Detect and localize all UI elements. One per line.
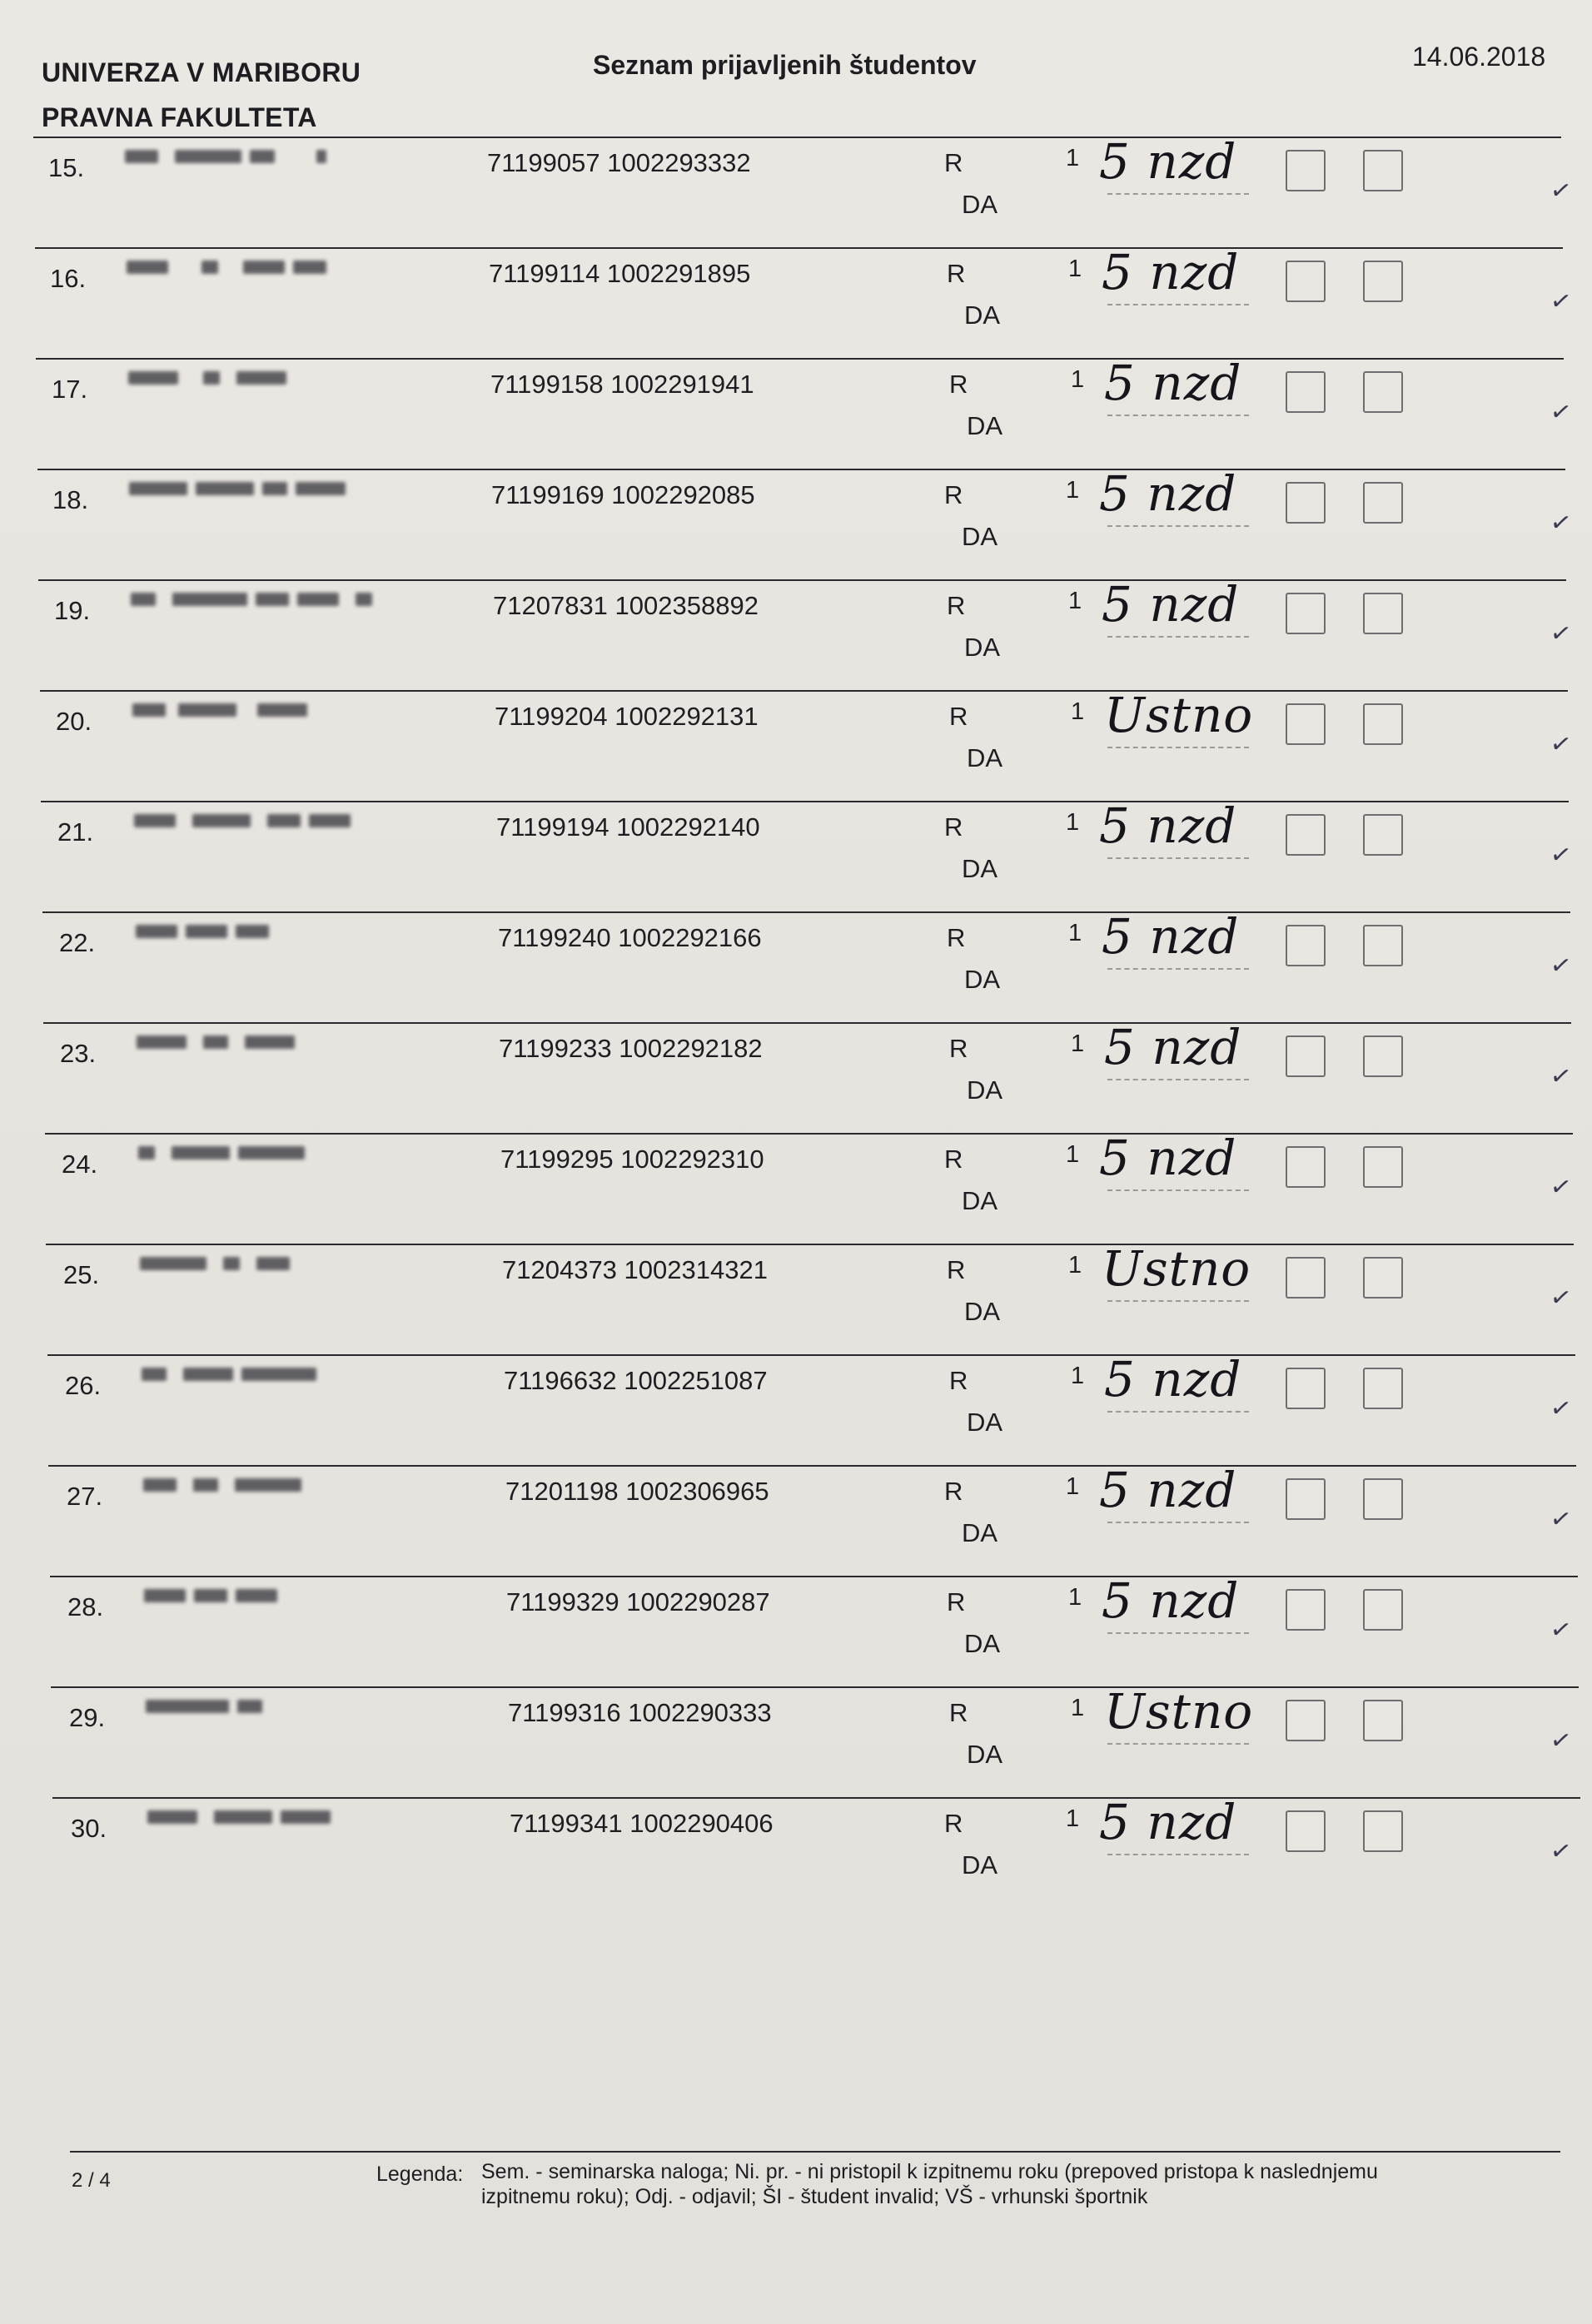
student-ids: 71199240 1002292166	[498, 923, 762, 952]
student-ids: 71199341 1002290406	[510, 1809, 774, 1838]
status-da: DA	[967, 743, 1003, 772]
grade-underline	[1107, 1743, 1249, 1745]
student-ids: 71196632 1002251087	[504, 1366, 768, 1395]
grade-underline	[1107, 1189, 1249, 1191]
student-row	[0, 1351, 1592, 1466]
grade-underline	[1107, 1079, 1249, 1080]
student-ids: 71199329 1002290287	[506, 1587, 770, 1616]
status-da: DA	[964, 633, 1001, 662]
row-number: 27.	[67, 1482, 103, 1511]
student-ids: 71199194 1002292140	[496, 812, 760, 842]
attempt-count: 1	[1066, 1141, 1080, 1168]
grade-underline	[1107, 304, 1249, 305]
checkbox-1[interactable]	[1286, 1478, 1326, 1520]
grade-underline	[1107, 747, 1249, 748]
attempt-count: 1	[1068, 1252, 1082, 1279]
checkbox-1[interactable]	[1286, 482, 1326, 524]
redacted-name	[125, 150, 391, 168]
redacted-name	[143, 1478, 410, 1497]
handwritten-grade: 5 nzd	[1099, 465, 1237, 522]
grade-underline	[1107, 1300, 1249, 1302]
handwritten-grade: Ustno	[1104, 1683, 1254, 1740]
student-ids: 71199295 1002292310	[500, 1145, 764, 1174]
row-number: 21.	[57, 817, 94, 847]
student-ids: 71199316 1002290333	[508, 1698, 772, 1727]
checkbox-2[interactable]	[1363, 1035, 1403, 1077]
student-ids: 71201198 1002306965	[505, 1477, 769, 1506]
redacted-name	[136, 925, 402, 943]
attempt-count: 1	[1066, 1473, 1080, 1500]
checkbox-1[interactable]	[1286, 150, 1326, 191]
checkbox-2[interactable]	[1363, 1478, 1403, 1520]
row-divider	[33, 137, 1561, 138]
check-mark-icon: ✓	[1548, 1061, 1574, 1092]
checkbox-2[interactable]	[1363, 593, 1403, 634]
attempt-count: 1	[1071, 1695, 1085, 1721]
handwritten-grade: 5 nzd	[1102, 908, 1240, 965]
status-da: DA	[962, 522, 998, 551]
attempt-count: 1	[1071, 1030, 1085, 1057]
status-r: R	[947, 591, 966, 620]
faculty-name: PRAVNA FAKULTETA	[42, 102, 317, 132]
grade-underline	[1107, 857, 1249, 859]
checkbox-1[interactable]	[1286, 925, 1326, 966]
handwritten-grade: 5 nzd	[1099, 1794, 1237, 1850]
handwritten-grade: Ustno	[1102, 1240, 1251, 1297]
status-da: DA	[962, 1518, 998, 1547]
checkbox-2[interactable]	[1363, 814, 1403, 856]
row-divider	[51, 1686, 1579, 1688]
student-row	[0, 1572, 1592, 1687]
check-mark-icon: ✓	[1548, 1504, 1574, 1535]
status-r: R	[949, 1698, 968, 1727]
redacted-name	[138, 1146, 405, 1164]
attempt-count: 1	[1071, 1363, 1085, 1389]
row-number: 25.	[63, 1260, 100, 1289]
redacted-name	[128, 371, 395, 390]
status-da: DA	[967, 411, 1003, 440]
checkbox-1[interactable]	[1286, 371, 1326, 413]
checkbox-1[interactable]	[1286, 1035, 1326, 1077]
checkbox-1[interactable]	[1286, 593, 1326, 634]
status-da: DA	[962, 1850, 998, 1880]
student-row	[0, 355, 1592, 469]
row-number: 26.	[65, 1371, 102, 1400]
student-row	[0, 1240, 1592, 1355]
check-mark-icon: ✓	[1548, 397, 1574, 428]
checkbox-1[interactable]	[1286, 703, 1326, 745]
redacted-name	[129, 482, 396, 500]
student-row	[0, 797, 1592, 912]
grade-underline	[1107, 1632, 1249, 1634]
page-number: 2 / 4	[72, 2169, 111, 2192]
grade-underline	[1107, 968, 1249, 970]
student-row	[0, 1462, 1592, 1577]
student-row	[0, 1130, 1592, 1244]
status-r: R	[944, 812, 963, 842]
student-row	[0, 908, 1592, 1023]
row-number: 28.	[67, 1592, 104, 1621]
redacted-name	[132, 703, 399, 722]
status-r: R	[949, 1366, 968, 1395]
status-da: DA	[962, 190, 998, 219]
redacted-name	[140, 1257, 406, 1275]
check-mark-icon: ✓	[1548, 951, 1574, 981]
row-number: 18.	[52, 485, 89, 514]
row-divider	[52, 1797, 1580, 1799]
status-r: R	[949, 370, 968, 399]
status-r: R	[949, 702, 968, 731]
attempt-count: 1	[1068, 1584, 1082, 1611]
check-mark-icon: ✓	[1548, 176, 1574, 206]
handwritten-grade: 5 nzd	[1099, 1130, 1237, 1186]
checkbox-1[interactable]	[1286, 1810, 1326, 1852]
checkbox-1[interactable]	[1286, 1146, 1326, 1188]
check-mark-icon: ✓	[1548, 508, 1574, 539]
status-r: R	[944, 1477, 963, 1506]
checkbox-2[interactable]	[1363, 925, 1403, 966]
redacted-name	[134, 814, 400, 832]
row-divider	[42, 911, 1570, 913]
university-name: UNIVERZA V MARIBORU	[42, 57, 361, 87]
grade-underline	[1107, 1411, 1249, 1413]
status-r: R	[944, 148, 963, 177]
attempt-count: 1	[1068, 256, 1082, 282]
student-ids: 71199233 1002292182	[499, 1034, 763, 1063]
student-row	[0, 244, 1592, 359]
check-mark-icon: ✓	[1548, 286, 1574, 317]
handwritten-grade: 5 nzd	[1102, 244, 1240, 300]
status-r: R	[947, 923, 966, 952]
status-da: DA	[967, 1075, 1003, 1105]
check-mark-icon: ✓	[1548, 1283, 1574, 1313]
status-da: DA	[964, 1297, 1001, 1326]
grade-underline	[1107, 193, 1249, 195]
student-row	[0, 133, 1592, 248]
status-r: R	[949, 1034, 968, 1063]
student-row	[0, 576, 1592, 691]
row-number: 19.	[54, 596, 91, 625]
status-da: DA	[964, 965, 1001, 994]
checkbox-2[interactable]	[1363, 1700, 1403, 1741]
status-da: DA	[962, 1186, 998, 1215]
handwritten-grade: 5 nzd	[1104, 1351, 1242, 1408]
row-divider	[35, 247, 1563, 249]
check-mark-icon: ✓	[1548, 618, 1574, 649]
attempt-count: 1	[1068, 588, 1082, 614]
attempt-count: 1	[1066, 145, 1080, 171]
checkbox-2[interactable]	[1363, 1589, 1403, 1631]
checkbox-2[interactable]	[1363, 1810, 1403, 1852]
checkbox-2[interactable]	[1363, 371, 1403, 413]
handwritten-grade: 5 nzd	[1104, 1019, 1242, 1075]
status-da: DA	[967, 1740, 1003, 1769]
checkbox-1[interactable]	[1286, 1700, 1326, 1741]
student-ids: 71204373 1002314321	[502, 1255, 768, 1284]
attempt-count: 1	[1071, 698, 1085, 725]
handwritten-grade: 5 nzd	[1099, 797, 1237, 854]
row-divider	[43, 1022, 1571, 1024]
check-mark-icon: ✓	[1548, 840, 1574, 871]
status-r: R	[947, 259, 966, 288]
row-number: 22.	[59, 928, 96, 957]
row-number: 30.	[71, 1814, 107, 1843]
redacted-name	[142, 1368, 408, 1386]
grade-underline	[1107, 525, 1249, 527]
student-row	[0, 1683, 1592, 1798]
student-row	[0, 687, 1592, 802]
student-ids: 71199169 1002292085	[491, 480, 755, 509]
redacted-name	[144, 1589, 410, 1607]
status-da: DA	[964, 1629, 1001, 1658]
row-number: 15.	[48, 153, 85, 182]
handwritten-grade: 5 nzd	[1102, 1572, 1240, 1629]
checkbox-1[interactable]	[1286, 1589, 1326, 1631]
checkbox-2[interactable]	[1363, 482, 1403, 524]
handwritten-grade: 5 nzd	[1102, 576, 1240, 633]
row-number: 23.	[60, 1039, 97, 1068]
row-number: 29.	[69, 1703, 106, 1732]
check-mark-icon: ✓	[1548, 1393, 1574, 1424]
status-r: R	[944, 480, 963, 509]
row-divider	[45, 1133, 1573, 1135]
checkbox-1[interactable]	[1286, 261, 1326, 302]
student-row	[0, 465, 1592, 580]
checkbox-2[interactable]	[1363, 1368, 1403, 1409]
handwritten-grade: 5 nzd	[1099, 1462, 1237, 1518]
row-divider	[47, 1354, 1575, 1356]
redacted-name	[147, 1810, 414, 1829]
status-da: DA	[964, 300, 1001, 330]
attempt-count: 1	[1066, 809, 1080, 836]
document-title: Seznam prijavljenih študentov	[593, 50, 977, 80]
check-mark-icon: ✓	[1548, 1726, 1574, 1756]
status-da: DA	[962, 854, 998, 883]
redacted-name	[131, 593, 397, 611]
row-number: 20.	[56, 707, 92, 736]
student-row	[0, 1019, 1592, 1134]
document-date: 14.06.2018	[1412, 42, 1546, 72]
redacted-name	[127, 261, 393, 279]
row-number: 17.	[52, 375, 88, 404]
student-ids: 71199158 1002291941	[490, 370, 754, 399]
check-mark-icon: ✓	[1548, 729, 1574, 760]
row-divider	[46, 1244, 1574, 1245]
row-divider	[36, 358, 1564, 360]
check-mark-icon: ✓	[1548, 1836, 1574, 1867]
handwritten-grade: 5 nzd	[1104, 355, 1242, 411]
status-r: R	[947, 1587, 966, 1616]
student-ids: 71199057 1002293332	[487, 148, 751, 177]
footer-divider	[70, 2151, 1560, 2153]
legend-text: Sem. - seminarska naloga; Ni. pr. - ni pristopil k izpitnemu roku (prepoved pristopa k naslednjemu izpitnemu roku); Odj. - odjavil; ŠI - študent invalid; VŠ - vrhunski športnik	[481, 2160, 1378, 2208]
redacted-name	[137, 1035, 403, 1054]
handwritten-grade: Ustno	[1104, 687, 1254, 743]
checkbox-1[interactable]	[1286, 1368, 1326, 1409]
check-mark-icon: ✓	[1548, 1615, 1574, 1646]
row-number: 16.	[50, 264, 87, 293]
checkbox-1[interactable]	[1286, 1257, 1326, 1299]
row-divider	[41, 801, 1569, 802]
checkbox-2[interactable]	[1363, 261, 1403, 302]
row-divider	[37, 469, 1565, 470]
checkbox-1[interactable]	[1286, 814, 1326, 856]
handwritten-grade: 5 nzd	[1099, 133, 1237, 190]
row-number: 24.	[62, 1150, 98, 1179]
legend-label: Legenda:	[376, 2163, 464, 2186]
attempt-count: 1	[1066, 1805, 1080, 1832]
status-da: DA	[967, 1408, 1003, 1437]
student-ids: 71199204 1002292131	[495, 702, 759, 731]
checkbox-2[interactable]	[1363, 150, 1403, 191]
grade-underline	[1107, 1522, 1249, 1523]
attempt-count: 1	[1071, 366, 1085, 393]
status-r: R	[944, 1145, 963, 1174]
student-row	[0, 1794, 1592, 1909]
grade-underline	[1107, 1854, 1249, 1855]
check-mark-icon: ✓	[1548, 1172, 1574, 1203]
status-r: R	[947, 1255, 966, 1284]
student-ids: 71199114 1002291895	[489, 259, 751, 288]
row-divider	[40, 690, 1568, 692]
attempt-count: 1	[1066, 477, 1080, 504]
checkbox-2[interactable]	[1363, 1257, 1403, 1299]
grade-underline	[1107, 415, 1249, 416]
checkbox-2[interactable]	[1363, 1146, 1403, 1188]
row-divider	[38, 579, 1566, 581]
grade-underline	[1107, 636, 1249, 638]
redacted-name	[146, 1700, 412, 1718]
student-ids: 71207831 1002358892	[493, 591, 759, 620]
row-divider	[50, 1576, 1578, 1577]
checkbox-2[interactable]	[1363, 703, 1403, 745]
row-divider	[48, 1465, 1576, 1467]
attempt-count: 1	[1068, 920, 1082, 946]
status-r: R	[944, 1809, 963, 1838]
